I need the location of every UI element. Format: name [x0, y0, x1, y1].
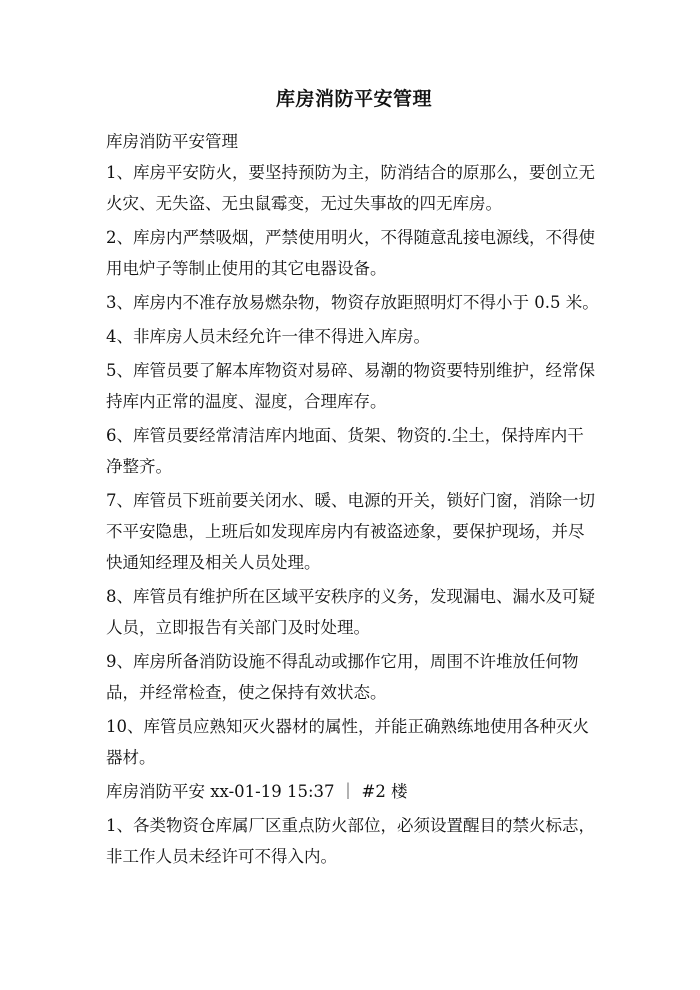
rules-list	[106, 157, 602, 773]
rule-line: 火灾、无失盗、无虫鼠霉变，无过失事故的四无库房。	[106, 194, 502, 213]
rule-item-2	[106, 222, 602, 284]
rule-line: 7、库管员下班前要关闭水、暖、电源的开关，锁好门窗，消除一切	[106, 491, 595, 510]
rule-item-3	[106, 287, 602, 318]
rule-item-1	[106, 157, 602, 219]
rule-line: 3、库房内不准存放易燃杂物，物资存放距照明灯不得小于 0.5 米。	[106, 293, 599, 312]
rule-line: 人员，立即报告有关部门及时处理。	[106, 618, 370, 637]
rule-item-8	[106, 581, 602, 643]
rule-line: 品，并经常检查，使之保持有效状态。	[106, 683, 387, 702]
post-body	[106, 810, 602, 872]
rule-line: 2、库房内严禁吸烟，严禁使用明火，不得随意乱接电源线，不得使	[106, 228, 595, 247]
rule-line: 6、库管员要经常清洁库内地面、货架、物资的.尘土，保持库内干	[106, 426, 584, 445]
post-item-1	[106, 810, 602, 872]
rule-line: 10、库管员应熟知灭火器材的属性，并能正确熟练地使用各种灭火	[106, 717, 589, 736]
section-heading: 库房消防平安管理	[106, 132, 238, 151]
rule-item-10	[106, 711, 602, 773]
rule-line: 5、库管员要了解本库物资对易碎、易潮的物资要特别维护，经常保	[106, 361, 595, 380]
post-header: 库房消防平安 xx-01-19 15:37 ｜ #2 楼	[106, 782, 408, 801]
rule-line: 持库内正常的温度、湿度，合理库存。	[106, 392, 387, 411]
rule-line: 不平安隐患，上班后如发现库房内有被盗迹象，要保护现场，并尽	[106, 522, 585, 541]
rule-line: 净整齐。	[106, 457, 172, 476]
rule-line: 8、库管员有维护所在区域平安秩序的义务，发现漏电、漏水及可疑	[106, 587, 595, 606]
rule-line: 1、库房平安防火，要坚持预防为主，防消结合的原那么，要创立无	[106, 163, 595, 182]
rule-item-6	[106, 420, 602, 482]
post-line: 1、各类物资仓库属厂区重点防火部位，必须设置醒目的禁火标志，	[106, 816, 595, 835]
document-title: 库房消防平安管理	[275, 88, 432, 110]
post-line: 非工作人员未经许可不得入内。	[106, 847, 337, 866]
rule-line: 快通知经理及相关人员处理。	[106, 553, 321, 572]
rule-item-4	[106, 321, 602, 352]
rule-item-9	[106, 646, 602, 708]
rule-line: 9、库房所备消防设施不得乱动或挪作它用，周围不许堆放任何物	[106, 652, 579, 671]
rule-item-5	[106, 355, 602, 417]
rule-line: 器材。	[106, 748, 156, 767]
rule-line: 用电炉子等制止使用的其它电器设备。	[106, 259, 387, 278]
rule-line: 4、非库房人员未经允许一律不得进入库房。	[106, 327, 430, 346]
rule-item-7	[106, 485, 602, 578]
